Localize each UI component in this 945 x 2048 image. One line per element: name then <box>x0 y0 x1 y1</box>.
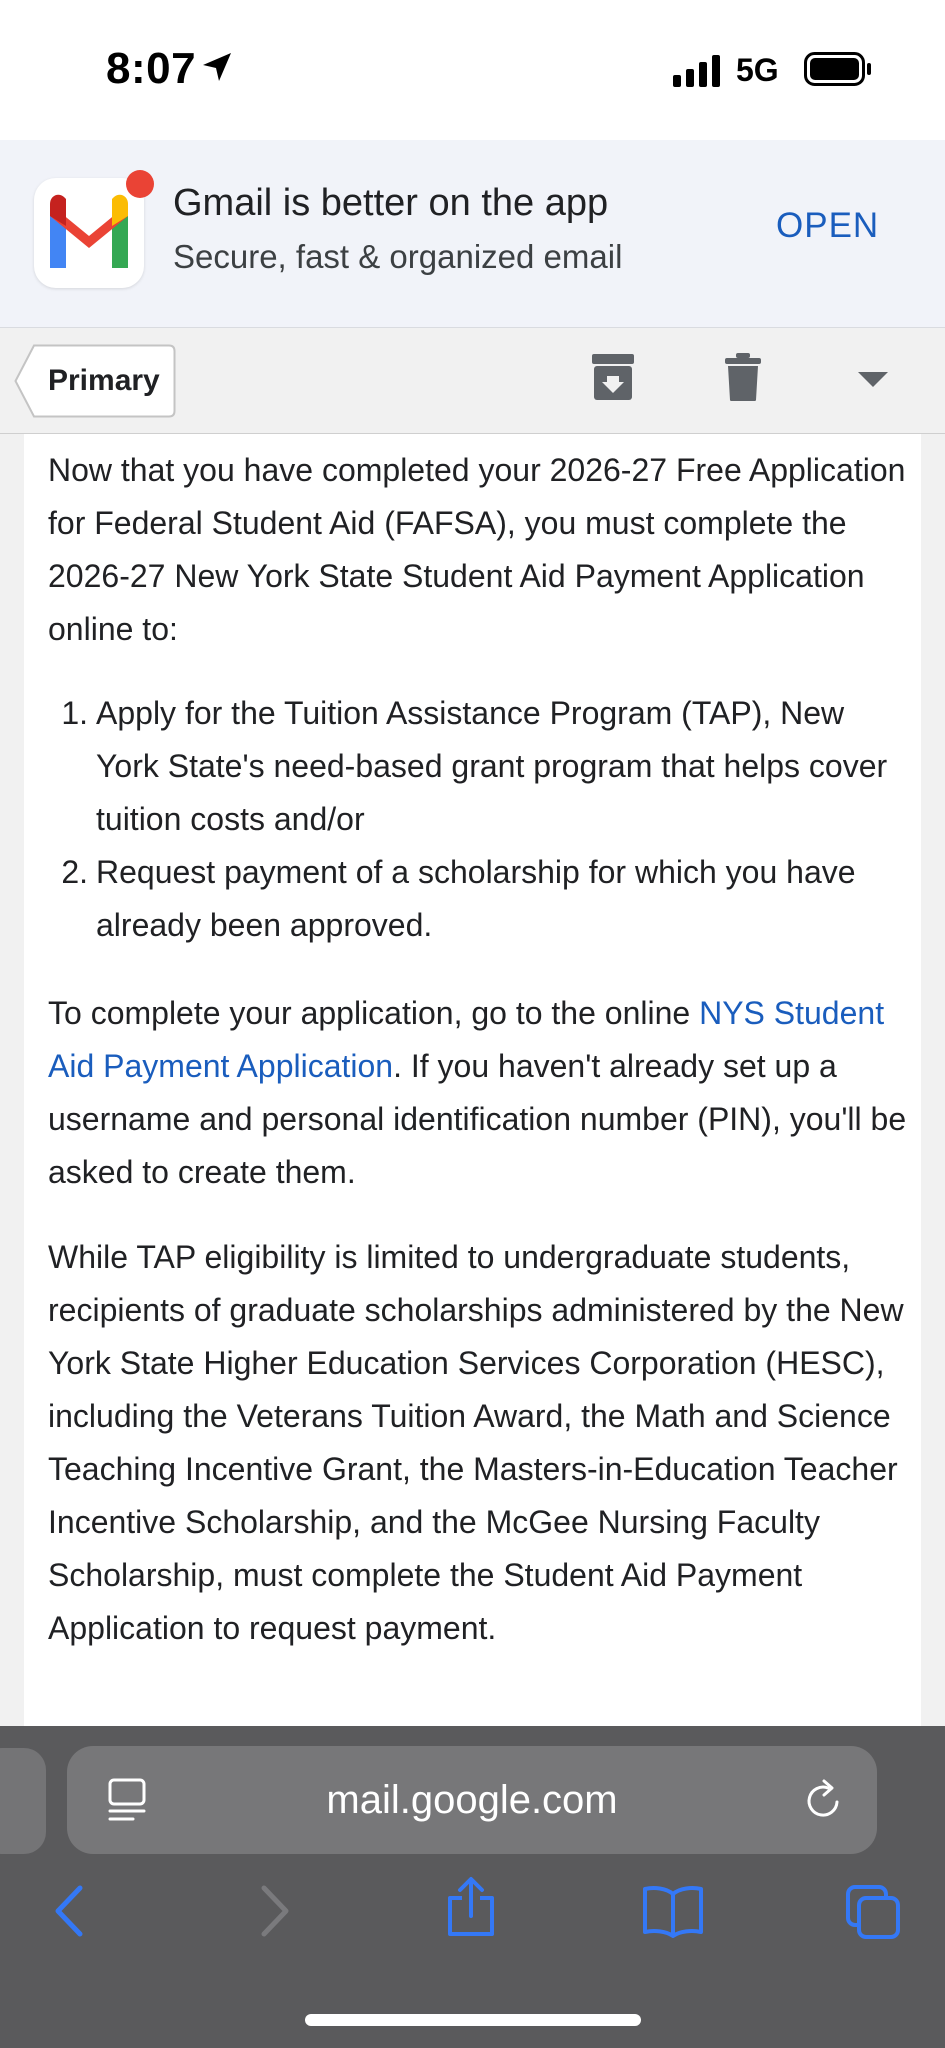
browser-toolbar <box>0 1726 945 2048</box>
email-paragraph-3: While TAP eligibility is limited to undergraduate students, recipients of graduate scholarships administered by the New York State Higher Education Services Corporation (HESC), including the Veterans Tuition Award, the Math and Science Teaching Incentive Grant, the Masters-in-Education Teacher Incentive Scholarship, and the McGee Nursing Faculty Scholarship, must complete the Student Aid Payment Application to request payment. <box>48 1239 904 1646</box>
content-margin-left <box>0 434 24 1726</box>
tabs-icon[interactable] <box>845 1884 901 1940</box>
battery-icon <box>804 52 874 86</box>
email-toolbar <box>0 328 945 434</box>
previous-tab-peek[interactable] <box>0 1748 46 1854</box>
email-paragraph-2 <box>48 987 918 1199</box>
signal-bars-icon <box>673 55 721 87</box>
network-type: 5G <box>736 52 779 88</box>
address-bar[interactable] <box>67 1746 877 1854</box>
back-icon[interactable] <box>52 1884 88 1938</box>
share-icon[interactable] <box>446 1876 496 1938</box>
delete-icon[interactable] <box>724 352 762 402</box>
bookmarks-icon[interactable] <box>642 1884 704 1938</box>
home-indicator[interactable] <box>305 2014 641 2026</box>
notification-badge <box>126 170 154 198</box>
location-arrow-icon <box>200 50 234 84</box>
back-to-primary-button[interactable] <box>14 344 176 418</box>
banner-subtitle: Secure, fast & organized email <box>173 238 623 275</box>
list-number: 2. <box>61 854 88 890</box>
more-dropdown-icon[interactable] <box>858 372 888 388</box>
forward-icon[interactable] <box>256 1884 292 1938</box>
content-margin-right <box>921 434 945 1726</box>
para2-text-start: To complete your application, go to the online <box>48 995 700 1031</box>
status-time: 8:07 <box>106 44 197 93</box>
app-banner <box>0 140 945 328</box>
list-number: 1. <box>61 695 88 731</box>
list-item <box>61 846 906 952</box>
banner-title: Gmail is better on the app <box>173 182 609 224</box>
archive-icon[interactable] <box>590 352 636 402</box>
gmail-logo-icon <box>34 178 144 288</box>
back-label: Primary <box>48 364 160 397</box>
list-text: Apply for the Tuition Assistance Program (TAP), New York State's need-based grant program that helps cover tuition costs and/or <box>96 695 888 837</box>
nys-application-link[interactable]: NYS Student Aid Payment Application <box>48 995 885 1084</box>
list-item <box>61 687 906 846</box>
para2-text-end: . If you haven't already set up a username and personal identification number (PIN), you'll be asked to create them. <box>48 1048 907 1190</box>
email-intro: Now that you have completed your 2026-27 Free Application for Federal Student Aid (FAFSA), you must complete the 2026-27 New York State Student Aid Payment Application online to: <box>48 452 906 647</box>
url-text: mail.google.com <box>326 1778 618 1822</box>
open-app-button[interactable]: OPEN <box>776 206 880 245</box>
list-text: Request payment of a scholarship for which you have already been approved. <box>96 854 856 943</box>
status-bar <box>0 0 945 140</box>
reload-icon[interactable] <box>804 1778 844 1822</box>
email-body <box>24 434 921 1726</box>
